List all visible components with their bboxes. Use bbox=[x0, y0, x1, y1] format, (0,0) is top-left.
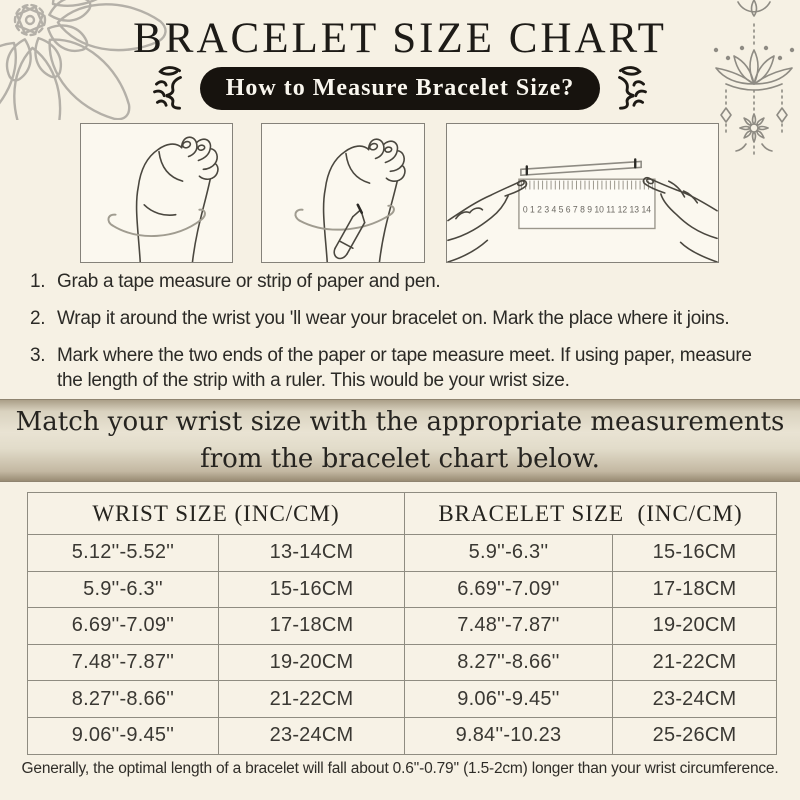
table-cell: 5.12''-5.52'' bbox=[28, 534, 218, 571]
hand-with-pen-drawing bbox=[262, 124, 424, 262]
banner-line-1: Match your wrist size with the appropriate measurements bbox=[15, 407, 785, 438]
step-number: 2. bbox=[30, 308, 46, 330]
step-item-2 bbox=[30, 306, 780, 331]
bracelet-size-header: BRACELET SIZE (INC/CM) bbox=[404, 493, 776, 534]
flourish-left-icon bbox=[150, 64, 186, 112]
table-cell: 21-22CM bbox=[218, 680, 404, 717]
measure-steps-list bbox=[30, 269, 780, 405]
table-cell: 6.69''-7.09'' bbox=[28, 607, 218, 644]
wrist-size-header: WRIST SIZE (INC/CM) bbox=[92, 500, 340, 526]
table-cell: 9.06''-9.45'' bbox=[404, 680, 612, 717]
table-cell: 19-20CM bbox=[218, 644, 404, 681]
hand-with-tape-drawing bbox=[81, 124, 232, 262]
match-size-banner bbox=[0, 399, 800, 482]
step-number: 3. bbox=[30, 345, 46, 367]
hands-with-ruler-drawing bbox=[447, 124, 718, 262]
step-text: Mark where the two ends of the paper or tape measure meet. If using paper, measure the length of the strip with a ruler. This would be your wrist size. bbox=[57, 345, 752, 392]
illustration-measure-ruler bbox=[446, 123, 719, 263]
table-cell: 17-18CM bbox=[218, 607, 404, 644]
table-cell: 15-16CM bbox=[612, 534, 776, 571]
table-cell: 15-16CM bbox=[218, 571, 404, 608]
badge-row bbox=[0, 64, 800, 112]
table-cell: 8.27''-8.66'' bbox=[404, 644, 612, 681]
table-cell: 8.27''-8.66'' bbox=[28, 680, 218, 717]
table-cell: 9.06''-9.45'' bbox=[28, 717, 218, 754]
illustration-wrap-wrist bbox=[80, 123, 233, 263]
table-cell: 5.9''-6.3'' bbox=[28, 571, 218, 608]
table-cell: 25-26CM bbox=[612, 717, 776, 754]
table-cell: 21-22CM bbox=[612, 644, 776, 681]
table-cell: 23-24CM bbox=[218, 717, 404, 754]
step-text: Grab a tape measure or strip of paper and pen. bbox=[57, 271, 441, 292]
table-cell: 13-14CM bbox=[218, 534, 404, 571]
illustration-mark-tape bbox=[261, 123, 425, 263]
table-cell: 6.69''-7.09'' bbox=[404, 571, 612, 608]
step-item-1 bbox=[30, 269, 780, 294]
table-cell: 7.48''-7.87'' bbox=[28, 644, 218, 681]
page-title: BRACELET SIZE CHART bbox=[133, 15, 667, 62]
step-item-3 bbox=[30, 343, 780, 393]
ruler-scale-numbers: 0 1 2 3 4 5 6 7 8 9 10 11 12 13 14 bbox=[522, 204, 652, 215]
table-cell: 17-18CM bbox=[612, 571, 776, 608]
step-number: 1. bbox=[30, 271, 46, 292]
table-cell: 7.48''-7.87'' bbox=[404, 607, 612, 644]
how-to-measure-badge: How to Measure Bracelet Size? bbox=[200, 67, 600, 110]
table-cell: 5.9''-6.3'' bbox=[404, 534, 612, 571]
flourish-right-icon bbox=[614, 64, 650, 112]
table-cell: 9.84''-10.23 bbox=[404, 717, 612, 754]
footer-note: Generally, the optimal length of a bracelet will fall about 0.6''-0.79'' (1.5-2cm) longer than your wrist circumference. bbox=[21, 760, 779, 777]
step-text: Wrap it around the wrist you 'll wear your bracelet on. Mark the place where it joins. bbox=[57, 308, 730, 330]
size-conversion-table bbox=[27, 492, 777, 755]
banner-line-2: from the bracelet chart below. bbox=[200, 443, 600, 474]
table-cell: 23-24CM bbox=[612, 680, 776, 717]
table-cell: 19-20CM bbox=[612, 607, 776, 644]
